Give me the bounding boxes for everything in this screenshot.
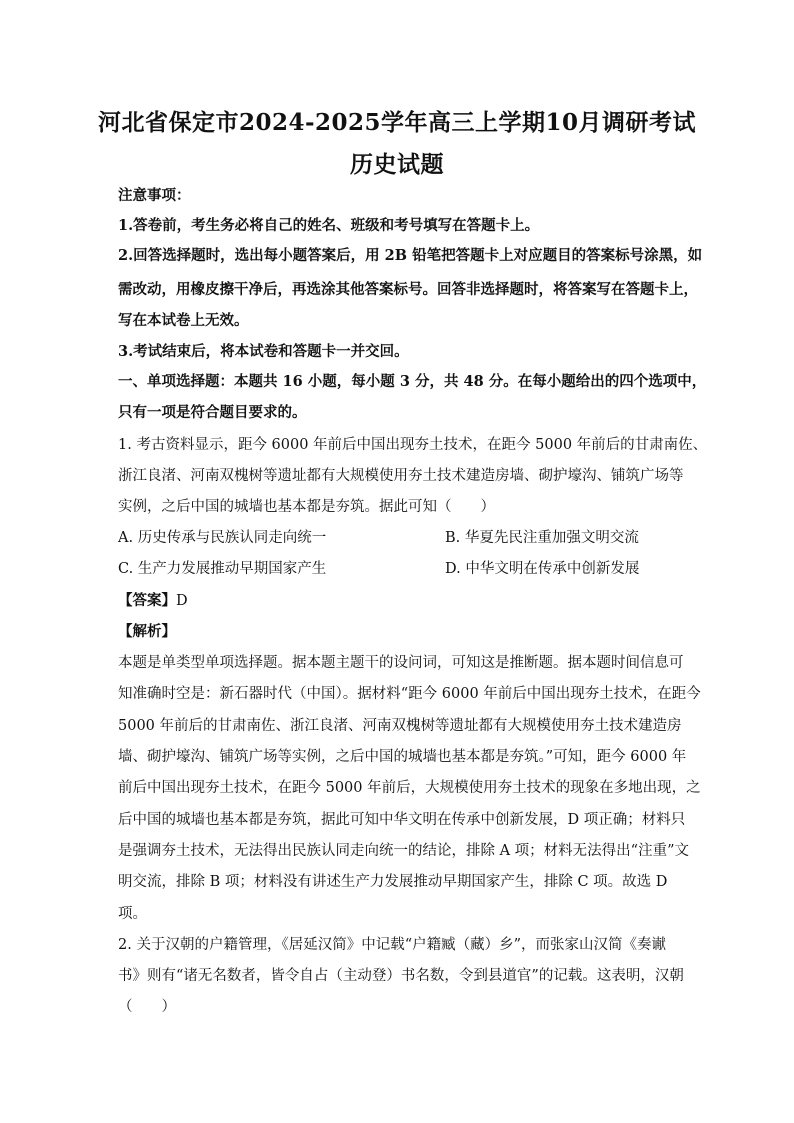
q1-option-d: D. 中华文明在传承中创新发展 — [445, 561, 640, 577]
notice-2-line-3: 写在本试卷上无效。 — [118, 312, 249, 329]
q1-stem-line-1: 1. 考古资料显示，距今 6000 年前后中国出现夯土技术，在距今 5000 年前后的甘肃南佐、 — [118, 437, 708, 453]
q1-analysis-line-6: 后中国的城墙也基本都是夯筑，据此可知中华文明在传承中创新发展，D 项正确；材料只 — [118, 812, 686, 828]
notice-1: 1.答卷前，考生务必将自己的姓名、班级和考号填写在答题卡上。 — [118, 217, 540, 234]
q1-analysis-line-5: 前后中国出现夯土技术，在距今 5000 年前后，大规模使用夯土技术的现象在多地出现，之 — [118, 780, 701, 796]
q1-analysis-line-3: 5000 年前后的甘肃南佐、浙江良渚、河南双槐树等遗址都有大规模使用夯土技术建造房 — [118, 718, 682, 734]
answer-value: D — [176, 593, 188, 609]
q1-stem-line-3: 实例，之后中国的城墙也基本都是夯筑。据此可知（ ） — [118, 499, 495, 515]
q1-analysis-line-4: 墙、砌护壕沟、铺筑广场等实例，之后中国的城墙也基本都是夯筑。”可知，距今 6000 年 — [118, 749, 687, 765]
q1-analysis-line-2: 知准确时空是：新石器时代（中国）。据材料“距今 6000 年前后中国出现夯土技术，在距今 — [118, 686, 701, 702]
section-heading-line-1: 一、单项选择题：本题共 16 小题，每小题 3 分，共 48 分。在每小题给出的四个选项中， — [118, 373, 707, 390]
q2-stem-line-2: 书》则有“诸无名数者，皆令自占（主动登）书名数，令到县道官”的记载。这表明，汉朝 — [118, 968, 684, 984]
q1-option-c: C. 生产力发展推动早期国家产生 — [118, 561, 327, 577]
q1-stem-line-2: 浙江良渚、河南双槐树等遗址都有大规模使用夯土技术建造房墙、砌护壕沟、铺筑广场等 — [118, 468, 684, 484]
q1-analysis-line-1: 本题是单类型单项选择题。据本题主题干的设问词，可知这是推断题。据本题时间信息可 — [118, 655, 684, 671]
document-subtitle: 历史试题 — [350, 151, 444, 178]
q1-analysis-label: 【解析】 — [118, 623, 176, 640]
answer-label: 【答案】 — [118, 592, 176, 609]
q1-option-a: A. 历史传承与民族认同走向统一 — [118, 530, 327, 546]
q1-analysis-line-8: 明交流，排除 B 项；材料没有讲述生产力发展推动早期国家产生，排除 C 项。故选 D — [118, 874, 668, 890]
q1-analysis-line-7: 是强调夯土技术，无法得出民族认同走向统一的结论，排除 A 项；材料无法得出“注重”文 — [118, 843, 690, 859]
q1-answer — [118, 591, 688, 611]
notice-3: 3.考试结束后，将本试卷和答题卡一并交回。 — [118, 343, 409, 360]
notice-heading: 注意事项： — [118, 187, 191, 204]
q1-option-b: B. 华夏先民注重加强文明交流 — [445, 530, 639, 546]
q2-stem-line-3: （ ） — [118, 999, 176, 1015]
document-title: 河北省保定市2024-2025学年高三上学期10月调研考试 — [97, 109, 697, 136]
q1-analysis-line-9: 项。 — [118, 906, 147, 922]
notice-2-line-1: 2.回答选择题时，选出每小题答案后，用 2B 铅笔把答题卡上对应题目的答案标号涂黑，如 — [118, 247, 703, 264]
q2-stem-line-1: 2. 关于汉朝的户籍管理，《居延汉简》中记载“户籍臧（藏）乡”，而张家山汉简《奏谳 — [118, 937, 667, 953]
notice-2-line-2: 需改动，用橡皮擦干净后，再选涂其他答案标号。回答非选择题时，将答案写在答题卡上， — [118, 281, 698, 298]
section-heading-line-2: 只有一项是符合题目要求的。 — [118, 404, 307, 421]
